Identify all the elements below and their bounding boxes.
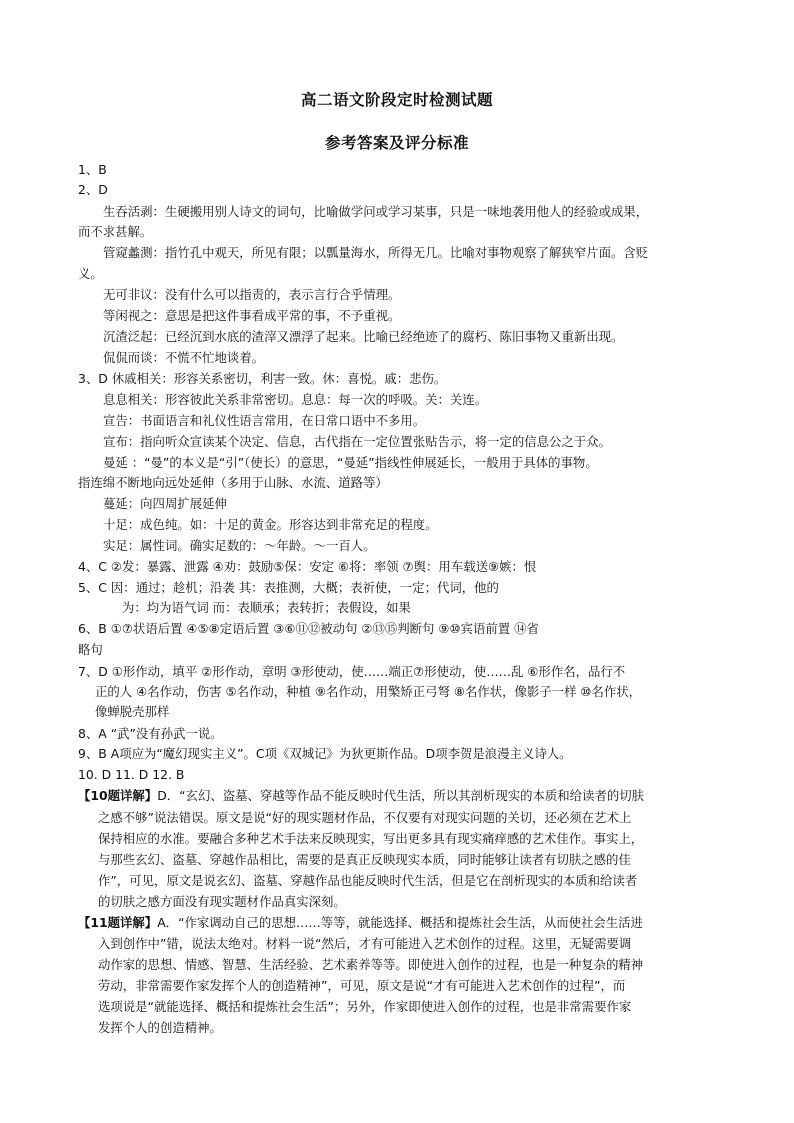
answer-line: 略句 — [78, 642, 103, 657]
answer-line: 侃侃而谈：不慌不忙地谈着。 — [103, 350, 265, 365]
answer-line: 1、B — [78, 162, 107, 177]
answer-line: 3、D 休戚相关：形容关系密切，利害一致。休：喜悦。戚：悲伤。 — [78, 371, 447, 386]
answer-line: 蔓延：向四周扩展延伸 — [103, 496, 227, 511]
answer-line: 沉渣泛起：已经沉到水底的渣滓又漂浮了起来。比喻已经绝迹了的腐朽、陈旧事物又重新出现。 — [103, 329, 624, 344]
answer-line: 5、C 因：通过；趁机；沿袭 其：表推测，大概；表祈使，一定；代词，他的 — [78, 580, 499, 595]
answer-line: 宣布：指向听众宣读某个决定、信息，古代指在一定位置张贴告示，将一定的信息公之于众。 — [103, 434, 612, 449]
explanation-10-line: 作”，可见，原文是说玄幻、盗墓、穿越作品也能反映时代生活，但是它在剖析现实的本质和给读者 — [98, 873, 638, 888]
answer-line: 宣告：书面语言和礼仪性语言常用，在日常口语中不多用。 — [103, 413, 426, 428]
answer-line: 为：均为语气词 而：表顺承；表转折；表假设，如果 — [122, 600, 411, 615]
explanation-11-line: 选项说是“就能选择、概括和提炼社会生活”；另外，作家即使进入创作的过程，也是非常需要作家 — [98, 999, 632, 1014]
explanation-11-line: 发挥个人的创造精神。 — [98, 1020, 222, 1035]
explanation-11-line: 劳动，非常需要作家发挥个人的创造精神”，可见，原文是说“才有可能进入艺术创作的过程”，而 — [98, 978, 626, 993]
answer-line: 十足：成色纯。如：十足的黄金。形容达到非常充足的程度。 — [103, 517, 438, 532]
answer-line: 指连绵不断地向远处延伸（多用于山脉、水流、道路等） — [78, 475, 388, 490]
answer-line: 曼延 ：“曼”的本义是“引”（使长）的意思，“曼延”指线性伸展延长，一般用于具体的事物。 — [103, 455, 598, 470]
answer-line: 等闲视之：意思是把这件事看成平常的事，不予重视。 — [103, 308, 401, 323]
answer-line: 实足：属性词。确实足数的：～年龄。～一百人。 — [103, 538, 376, 553]
explanation-10-line: 保持相应的水准。要融合多种艺术手法来反映现实，写出更多具有现实痛痒感的艺术佳作。事实上， — [98, 831, 644, 846]
explanation-10-line: 与那些玄幻、盗墓、穿越作品相比，需要的是真正反映现实本质，同时能够让读者有切肤之感的佳 — [98, 852, 631, 867]
answer-line: 息息相关：形容彼此关系非常密切。息息：每一次的呼吸。关：关连。 — [103, 392, 488, 407]
answer-line: 义。 — [78, 266, 103, 281]
answer-line: 无可非议：没有什么可以指责的，表示言行合乎情理。 — [103, 287, 401, 302]
answer-line: 8、A “武”没有孙武一说。 — [78, 726, 223, 741]
explanation-11-line: 入到创作中”错，说法太绝对。材料一说“然后，才有可能进入艺术创作的过程。这里，无疑需要调 — [98, 936, 632, 951]
answer-line: 正的人 ④名作动，伤害 ⑤名作动，种植 ⑨名作动，用檠矫正弓弩 ⑧名作状，像影子一样 ⑩名作状， — [95, 684, 642, 699]
answer-line: 管窥蠡测：指竹孔中观天，所见有限；以瓢量海水，所得无几。比喻对事物观察了解狭窄片面。含贬 — [103, 245, 649, 260]
answer-line: 生吞活剥：生硬搬用别人诗文的词句，比喻做学问或学习某事，只是一味地袭用他人的经验或成果， — [103, 204, 649, 219]
page-subtitle: 参考答案及评分标准 — [324, 134, 469, 152]
answer-line: 而不求甚解。 — [78, 224, 153, 239]
answer-line: 6、B ①⑦状语后置 ④⑤⑧定语后置 ③⑥⑪⑫被动句 ②⑬⑮判断句 ⑨⑩宾语前置 ⑭省 — [78, 621, 539, 636]
answer-line: 10. D 11. D 12. B — [78, 767, 185, 782]
answer-line: 9、B A项应为“魔幻现实主义”。C项《双城记》为狄更斯作品。D项李贺是浪漫主义诗人。 — [78, 746, 572, 761]
answer-line: 7、D ①形作动，填平 ②形作动，章明 ③形使动，使……端正⑦形使动，使……乱 ⑥形作名，品行不 — [78, 664, 626, 679]
explanation-10-line: 【10题详解】D．“玄幻、盗墓、穿越等作品不能反映时代生活，所以其剖析现实的本质和给读者的切肤 — [78, 788, 645, 803]
answer-line: 像蝉脱壳那样 — [95, 704, 170, 719]
answer-line: 4、C ②发：暴露、泄露 ④劝：鼓励⑤保：安定 ⑥将：率领 ⑦舆：用车载送⑨嫉：恨 — [78, 559, 537, 574]
explanation-10-line: 的切肤之感方面没有现实题材作品真实深刻。 — [98, 894, 346, 909]
explanation-tag: 【11题详解】 — [78, 915, 158, 930]
explanation-tag: 【10题详解】 — [78, 788, 158, 803]
explanation-10-line: 之感不够”说法错误。原文是说“好的现实题材作品，不仅要有对现实问题的关切，还必须在艺术上 — [98, 810, 632, 825]
explanation-11-line: 【11题详解】A．“作家调动自己的思想……等等，就能选择、概括和提炼社会生活，从而使社会生活进 — [78, 915, 643, 930]
page-title: 高二语文阶段定时检测试题 — [300, 91, 493, 109]
explanation-11-line: 动作家的思想、情感、智慧、生活经验、艺术素养等等。即使进入创作的过程，也是一种复杂的精神 — [98, 957, 644, 972]
answer-line: 2、D — [78, 182, 108, 197]
